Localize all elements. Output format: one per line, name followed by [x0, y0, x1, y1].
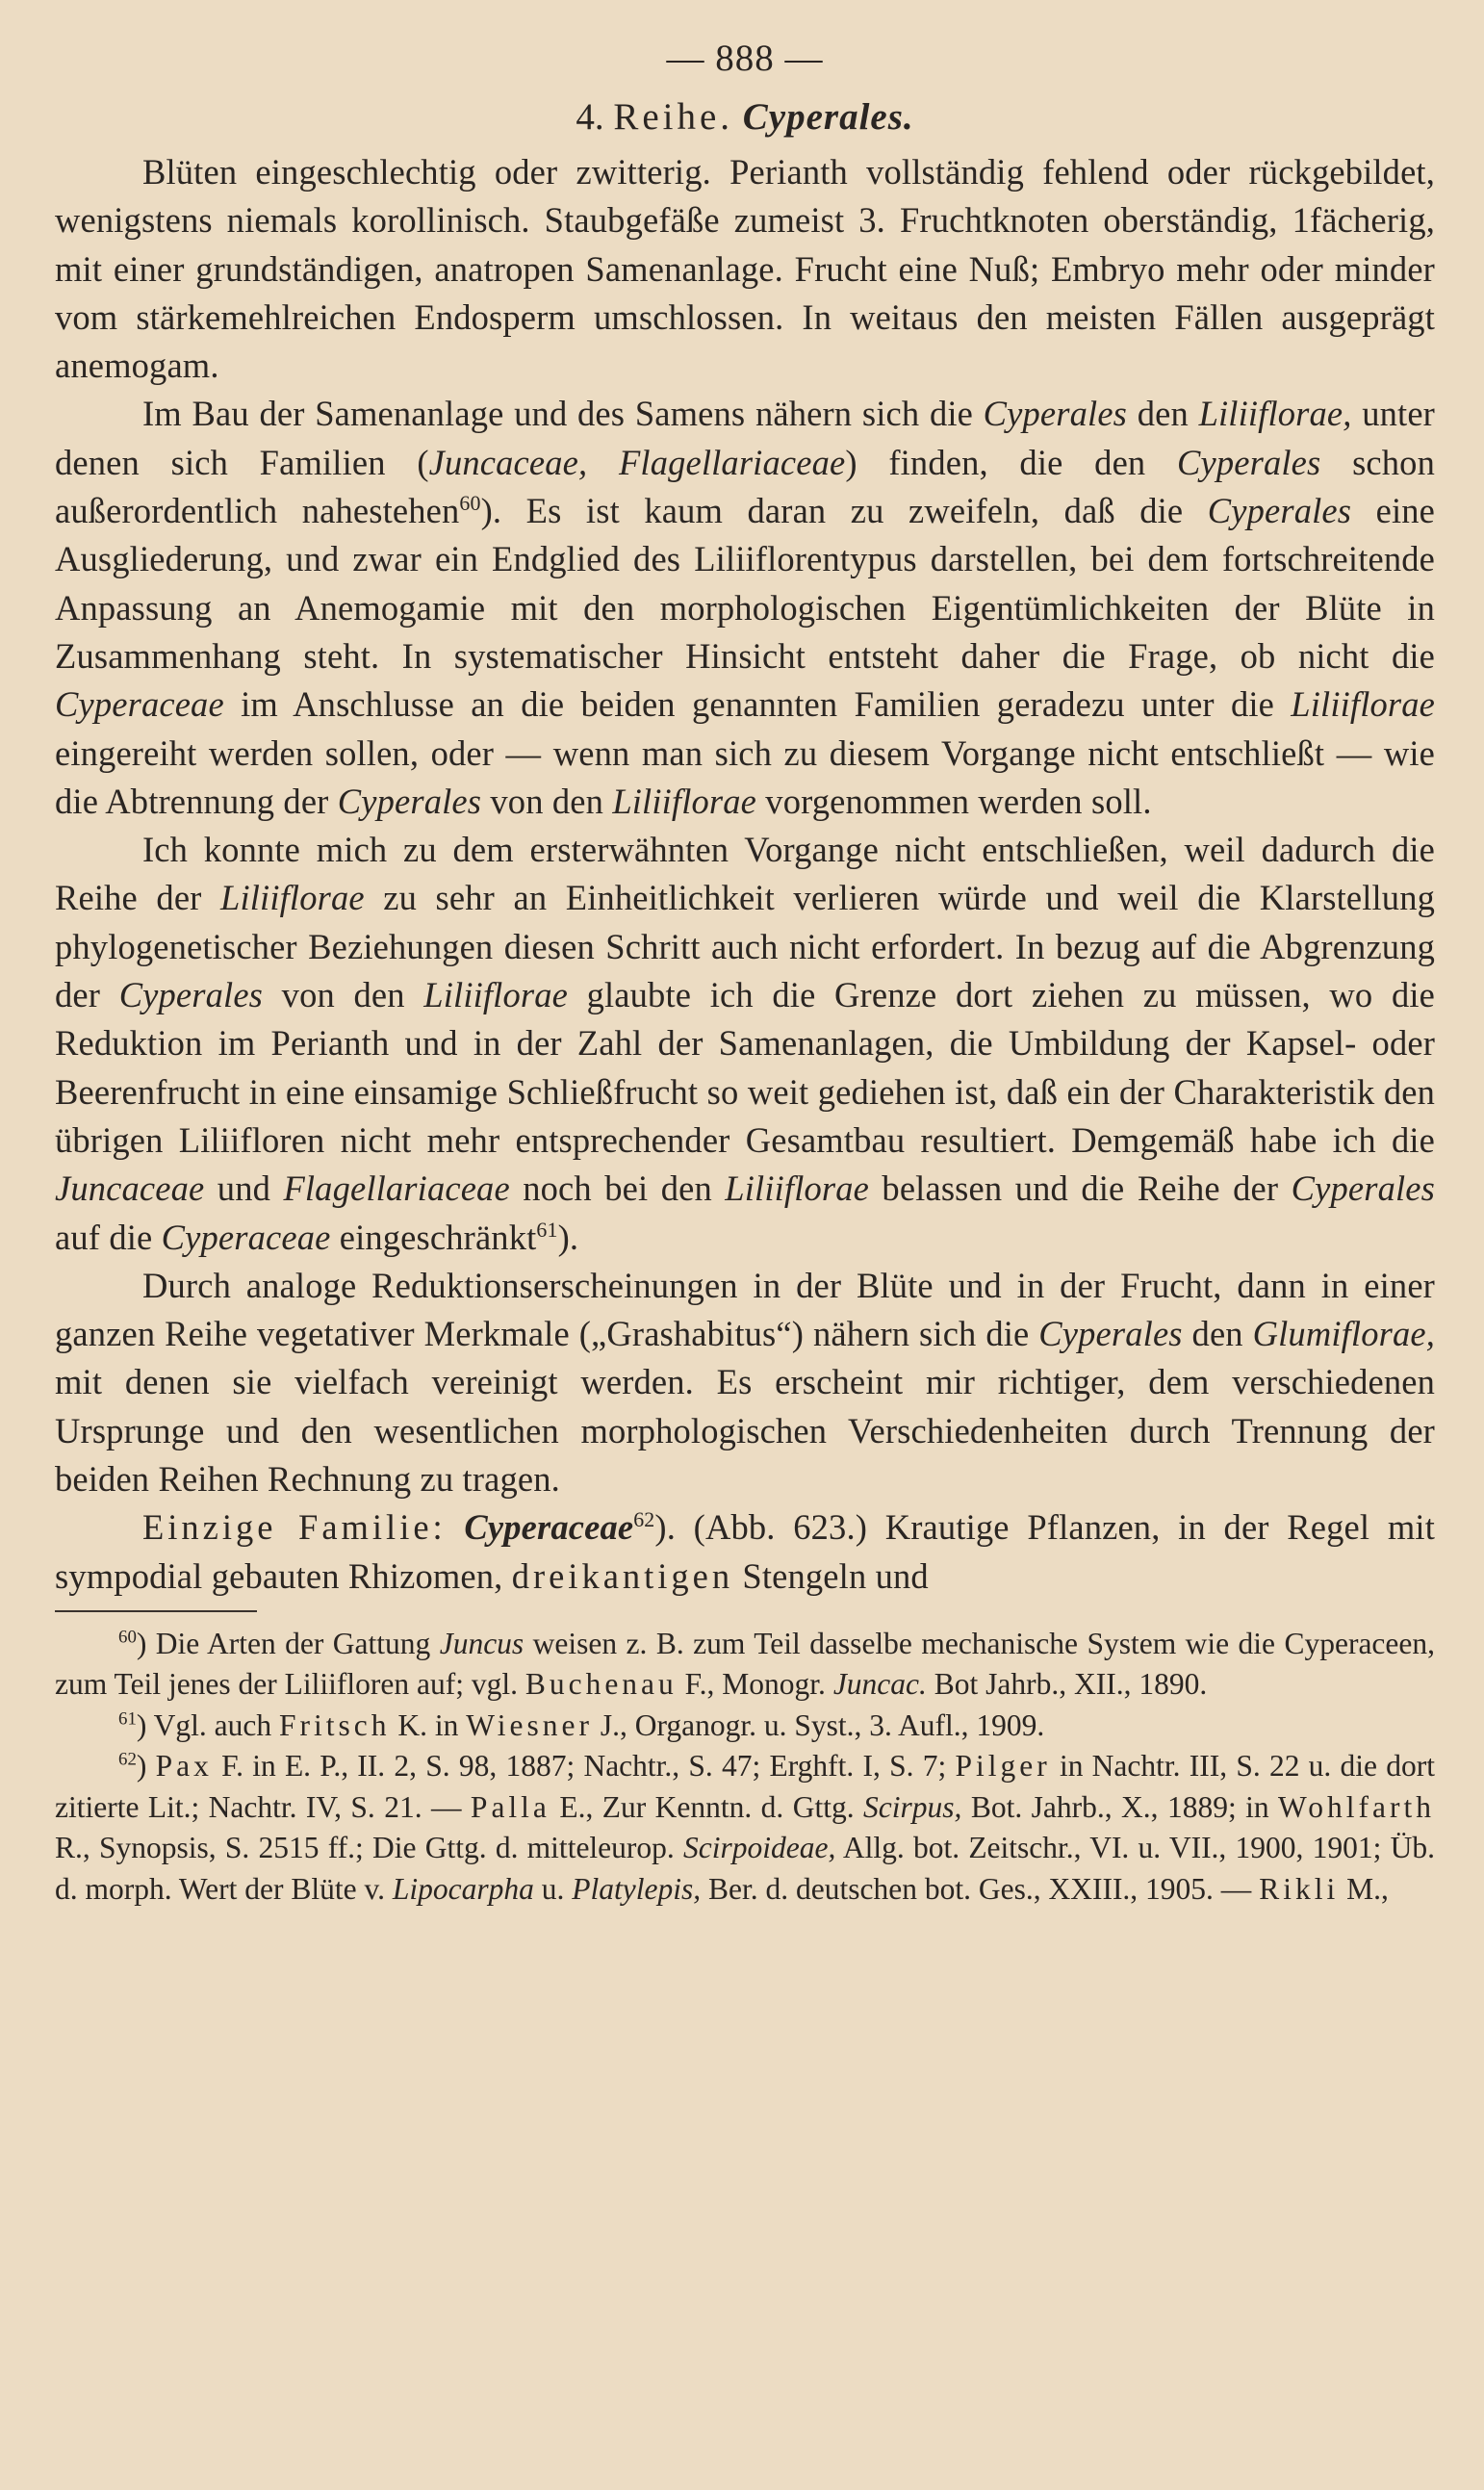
- text-run: F., Monogr.: [677, 1667, 833, 1702]
- author-name: Buchenau: [525, 1667, 678, 1702]
- paragraph-glumiflorae: [55, 1262, 1435, 1503]
- taxon-name: Liliiflorae: [220, 878, 365, 918]
- author-name: Pilger: [955, 1749, 1051, 1784]
- footnote-number: 61: [118, 1708, 137, 1730]
- taxon-name: Liliiflorae: [423, 975, 568, 1015]
- footnote-ref: 60: [459, 490, 481, 515]
- taxon-name: Cyperales: [1177, 442, 1321, 482]
- text-run: im Anschlusse an die beiden genannten Familien geradezu unter die: [223, 684, 1292, 725]
- text-run: von den: [481, 781, 613, 821]
- text-run: von den: [263, 975, 424, 1015]
- paragraph-characteristics: Blüten eingeschlechtig oder zwitterig. Perianth vollständig fehlend oder rückgebildet, wenigstens niemals korollinisch. Staubgefäße zumeist 3. Fruchtknoten oberständig, 1fächerig, mit einer grundständigen, anatropen Samenanlage. Frucht eine Nuß; Embryo mehr oder minder vom stärkemehlreichen Endosperm umschlossen. In weitaus den meisten Fällen ausgeprägt anemogam.: [55, 152, 1435, 386]
- paragraph-family: [55, 1503, 1435, 1601]
- text-run: ): [136, 1749, 156, 1784]
- footnote-61: [55, 1706, 1435, 1747]
- text-run: K. in: [390, 1707, 467, 1742]
- series-word: Reihe.: [613, 96, 734, 138]
- taxon-name: Cyperales: [1038, 1314, 1183, 1354]
- text-run: zu sehr an Einheitlichkeit verlieren würde und weil die Klarstellung phylogenetischer Beziehungen diesen Schritt auch nicht erfordert. In bezug auf die Abgrenzung der: [55, 878, 1435, 1015]
- taxon-name: Liliiflorae,: [1198, 394, 1352, 434]
- taxon-name: Glumiflorae,: [1252, 1314, 1435, 1354]
- taxon-name: Cyperales: [1291, 1168, 1436, 1209]
- footnote-divider: [55, 1610, 257, 1612]
- text-run: Bot Jahrb., XII., 1890.: [926, 1667, 1208, 1702]
- footnote-number: 60: [118, 1627, 137, 1648]
- taxon-name: Cyperales: [983, 394, 1128, 434]
- text-run: Ich konnte mich zu dem ersterwähnten Vorgange nicht entschließen, weil dadurch die Reihe der: [55, 830, 1435, 918]
- taxon-name: Cyperaceae: [55, 684, 224, 725]
- taxon-name: Scirpoideae,: [683, 1831, 836, 1865]
- text-run: in Nachtr. III, S. 22 u. die dort zitierte Lit.; Nachtr. IV, S. 21. —: [55, 1749, 1435, 1824]
- text-run: Bot. Jahrb., X., 1889; in: [961, 1789, 1279, 1824]
- taxon-name: Liliiflorae: [725, 1168, 869, 1209]
- text-run: belassen und die Reihe der: [869, 1168, 1292, 1209]
- author-name: Palla: [470, 1789, 550, 1824]
- text-run: Stengeln und: [733, 1555, 929, 1596]
- text-run: F. in E. P., II. 2, S. 98, 1887; Nachtr., S. 47; Erghft. I, S. 7;: [212, 1749, 956, 1784]
- series-name: Cyperales.: [742, 96, 914, 138]
- taxon-name: Juncac.: [832, 1667, 927, 1702]
- text-run: unter denen sich Familien (: [55, 394, 1435, 482]
- text-run: schon außerordentlich nahestehen: [55, 442, 1435, 531]
- taxon-name: Lipocarpha: [392, 1871, 534, 1906]
- author-name: Fritsch: [279, 1707, 391, 1742]
- taxon-name: Cyperaceae: [161, 1217, 331, 1257]
- footnotes: [55, 1624, 1435, 1911]
- text-run: R., Synopsis, S. 2515 ff.; Die Gttg. d. mitteleurop.: [55, 1831, 684, 1865]
- text-run: auf die: [55, 1217, 162, 1257]
- author-name: Wohlfarth: [1278, 1789, 1435, 1824]
- taxon-name: Juncaceae, Flagellariaceae: [428, 442, 846, 482]
- taxon-name: Juncaceae: [55, 1168, 205, 1209]
- text-run: und: [204, 1168, 284, 1209]
- text-run: noch bei den: [509, 1168, 726, 1209]
- main-text: [55, 148, 1435, 1601]
- text-run: M.,: [1339, 1871, 1389, 1906]
- family-name: Cyperaceae: [464, 1507, 634, 1548]
- text-run: ). Es ist kaum daran zu zweifeln, daß die: [480, 491, 1208, 531]
- text-run: ) Die Arten der Gattung: [136, 1626, 440, 1660]
- text-run: Allg. bot. Zeitschr., VI. u. VII., 1900, 1901; Üb. d. morph. Wert der Blüte v.: [55, 1831, 1435, 1906]
- taxon-name: Cyperales: [337, 781, 482, 821]
- text-run: glaubte ich die Grenze dort ziehen zu müssen, wo die Reduktion im Perianth und in der Zahl der Samenanlagen, die Umbildung der Kapsel- oder Beerenfrucht in eine einsamige Schließfrucht so weit gediehen ist, daß ein der Charakteristik den übrigen Liliifloren nicht mehr entsprechender Gesamtbau resultiert. Demgemäß habe ich die: [55, 975, 1435, 1160]
- text-run-spaced: dreikantigen: [511, 1555, 734, 1596]
- book-page: [55, 27, 1435, 1910]
- text-run: u.: [533, 1871, 573, 1906]
- text-run: Ber. d. deutschen bot. Ges., XXIII., 1905. —: [701, 1871, 1260, 1906]
- text-run: den: [1127, 394, 1199, 434]
- footnote-number: 62: [118, 1749, 137, 1770]
- text-run: eingeschränkt: [330, 1217, 537, 1257]
- text-run: den: [1182, 1314, 1253, 1354]
- taxon-name: Scirpus,: [863, 1789, 962, 1824]
- taxon-name: Liliiflorae: [1291, 684, 1435, 725]
- taxon-name: Liliiflorae: [612, 781, 757, 821]
- footnote-ref: 62: [633, 1507, 655, 1532]
- taxon-name: Cyperales: [1207, 491, 1352, 531]
- text-run: eingereiht werden sollen, oder — wenn man sich zu diesem Vorgange nicht entschließt — wie die Abtrennung der: [55, 732, 1435, 821]
- family-label: Einzige Familie:: [142, 1507, 447, 1548]
- taxon-name: Flagellariaceae: [283, 1168, 510, 1209]
- text-run: mit denen sie vielfach vereinigt werden. Es erscheint mir richtiger, dem verschiedenen Ursprunge und den wesentlichen morphologischen Verschiedenheiten durch Trennung der beiden Reihen Rechnung zu tragen.: [55, 1362, 1435, 1500]
- text-run: weisen z. B. zum Teil dasselbe mechanische System wie die Cyperaceen, zum Teil jenes der Liliifloren auf; vgl.: [55, 1626, 1435, 1702]
- taxon-name: Juncus: [439, 1626, 525, 1660]
- series-number: 4.: [576, 96, 604, 138]
- text-run: [447, 1507, 465, 1547]
- author-name: Rikli: [1259, 1871, 1340, 1906]
- footnote-60: [55, 1624, 1435, 1706]
- text-run: Im Bau der Samenanlage und des Samens nähern sich die: [142, 394, 984, 434]
- author-name: Pax: [155, 1749, 213, 1784]
- text-run: vorgenommen werden soll.: [756, 781, 1152, 821]
- taxon-name: Platylepis,: [572, 1871, 702, 1906]
- footnote-62: [55, 1746, 1435, 1910]
- text-run: ).: [557, 1217, 579, 1257]
- taxon-name: Cyperales: [118, 975, 264, 1015]
- text-run: ). (Abb. 623.) Krautige Pflanzen, in der Regel mit sympodial gebauten Rhizomen,: [55, 1507, 1436, 1596]
- author-name: Wiesner: [466, 1707, 593, 1742]
- footnote-ref: 61: [536, 1217, 558, 1242]
- text-run: ) finden, die den: [845, 442, 1178, 482]
- text-run: E., Zur Kenntn. d. Gttg.: [550, 1789, 864, 1824]
- text-run: eine Ausgliederung, und zwar ein Endglied des Liliiflorentypus darstellen, bei dem fortschreitende Anpassung an Anemogamie mit den morphologischen Eigentümlichkeiten der Blüte in Zusammenhang steht. In systematischer Hinsicht entsteht daher die Frage, ob nicht die: [55, 491, 1435, 676]
- series-heading: [55, 90, 1435, 144]
- text-run: Durch analoge Reduktionserscheinungen in der Blüte und in der Frucht, dann in einer ganzen Reihe vegetativer Merkmale („Grashabitus“) nähern sich die: [55, 1265, 1435, 1354]
- text-run: J., Organogr. u. Syst., 3. Aufl., 1909.: [592, 1707, 1045, 1742]
- paragraph-relationship: [55, 390, 1435, 826]
- page-number: — 888 —: [666, 38, 824, 79]
- paragraph-delimitation: [55, 826, 1435, 1262]
- text-run: ) Vgl. auch: [136, 1707, 280, 1742]
